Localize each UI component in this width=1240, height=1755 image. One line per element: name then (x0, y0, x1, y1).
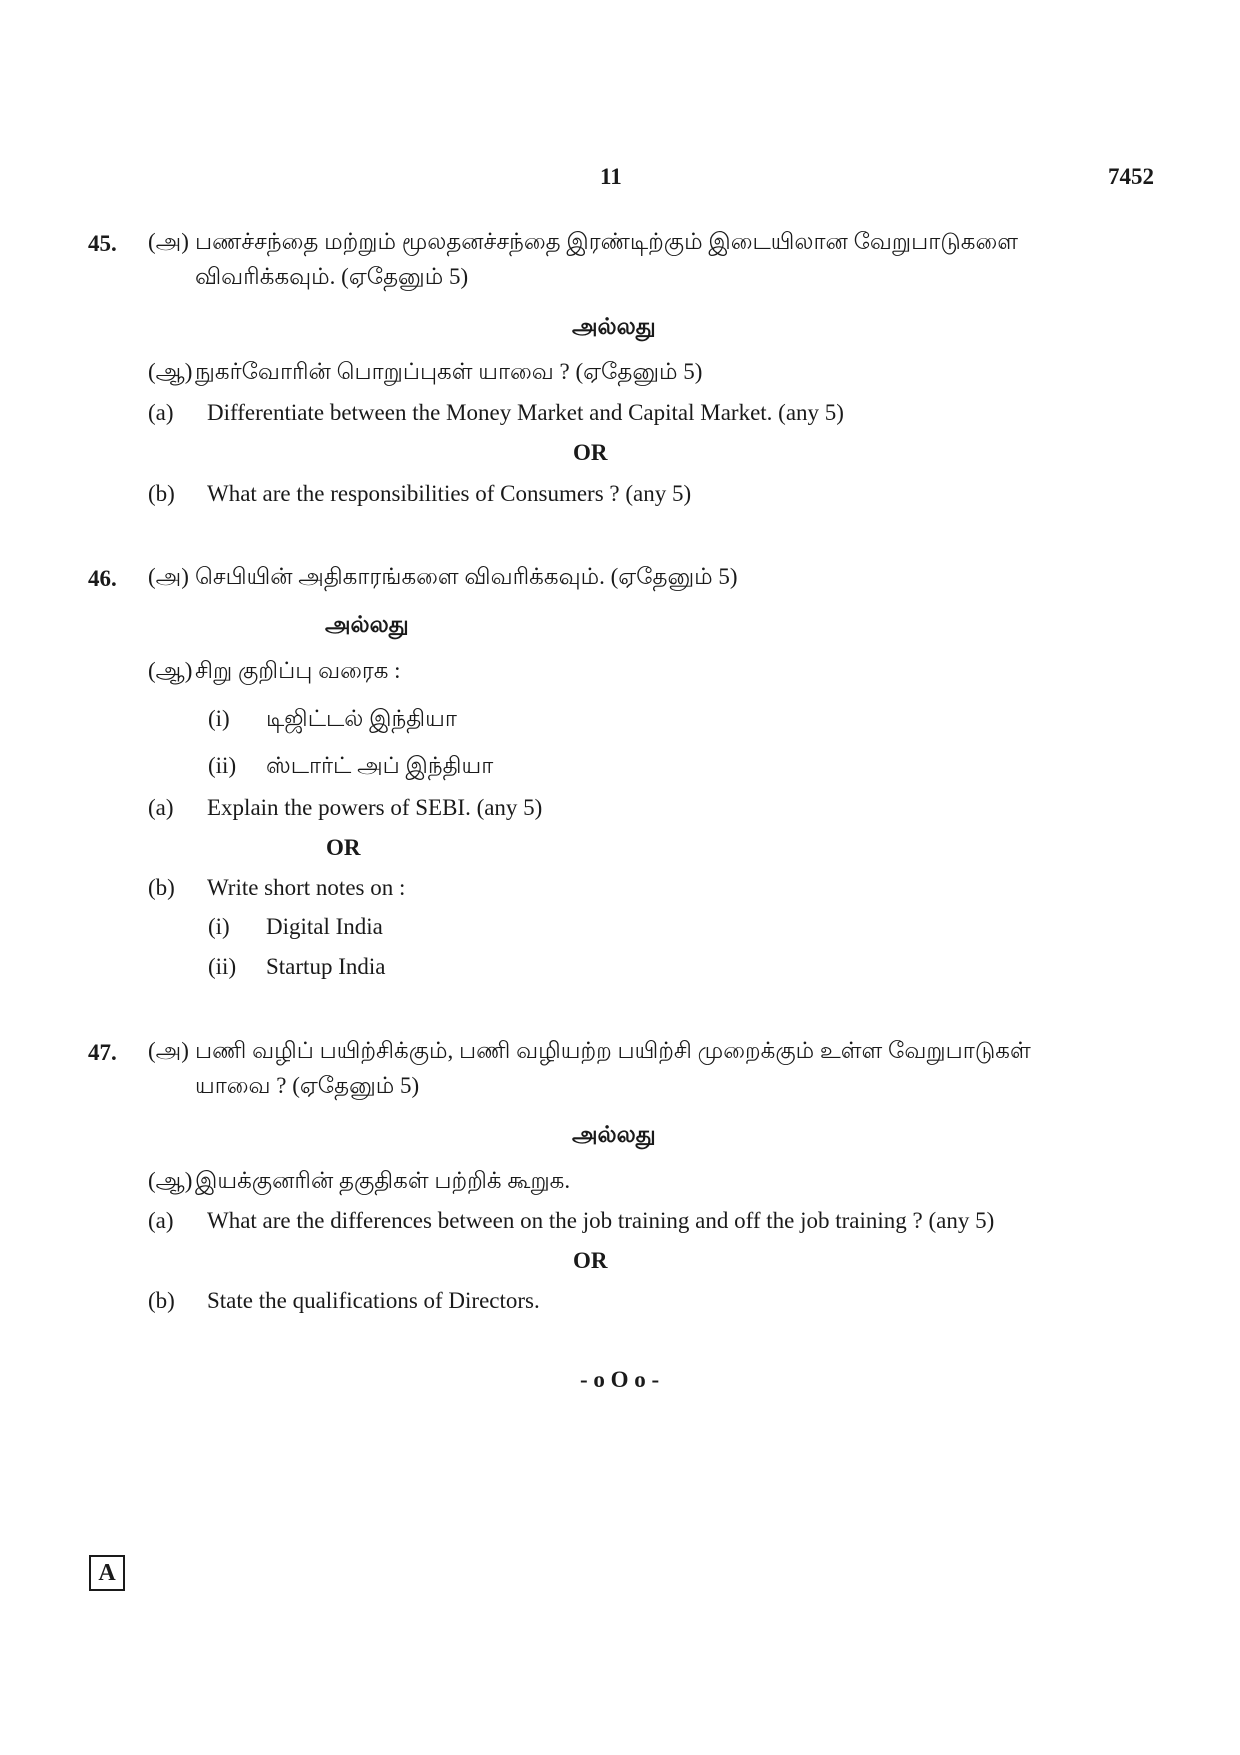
english-option-a-text: Explain the powers of SEBI. (any 5) (207, 795, 543, 820)
question-number: 47. (88, 1040, 117, 1065)
english-subitem-i-text: Digital India (266, 914, 383, 939)
english-option-b-text: What are the responsibilities of Consumers ? (any 5) (207, 481, 692, 506)
english-option-b-label: (b) (148, 875, 175, 900)
tamil-option-a-text-cont: யாவை ? (ஏதேனும் 5) (195, 1073, 420, 1098)
english-option-a-text: What are the differences between on the job training and off the job training ? (any 5) (207, 1208, 995, 1233)
english-or-divider: OR (573, 1248, 608, 1273)
english-option-a-label: (a) (148, 1208, 174, 1233)
tamil-option-b-text: நுகர்வோரின் பொறுப்புகள் யாவை ? (ஏதேனும் 5) (195, 359, 703, 384)
tamil-option-a-label: (அ) (148, 564, 189, 589)
question-number: 46. (88, 566, 117, 591)
tamil-option-b-label: (ஆ) (148, 359, 193, 384)
english-option-b-text: Write short notes on : (207, 875, 406, 900)
tamil-or-divider: அல்லது (325, 612, 409, 637)
tamil-subitem-ii-text: ஸ்டார்ட் அப் இந்தியா (266, 753, 494, 778)
english-option-a-label: (a) (148, 400, 174, 425)
tamil-option-a-text: செபியின் அதிகாரங்களை விவரிக்கவும். (ஏதேனும் 5) (195, 564, 738, 589)
tamil-option-b-text: இயக்குனரின் தகுதிகள் பற்றிக் கூறுக. (195, 1168, 571, 1193)
tamil-option-a-text-cont: விவரிக்கவும். (ஏதேனும் 5) (195, 264, 469, 289)
question-series-box: A (89, 1555, 125, 1591)
english-or-divider: OR (326, 835, 361, 860)
tamil-subitem-i-label: (i) (208, 706, 230, 731)
english-subitem-i-label: (i) (208, 914, 230, 939)
paper-code: 7452 (1108, 164, 1154, 189)
end-of-paper-mark: - o O o - (580, 1367, 660, 1392)
tamil-option-b-label: (ஆ) (148, 1168, 193, 1193)
english-option-b-text: State the qualifications of Directors. (207, 1288, 540, 1313)
tamil-option-a-text: பணச்சந்தை மற்றும் மூலதனச்சந்தை இரண்டிற்கும் இடையிலான வேறுபாடுகளை (195, 229, 1019, 254)
tamil-subitem-i-text: டிஜிட்டல் இந்தியா (266, 706, 457, 731)
english-option-b-label: (b) (148, 1288, 175, 1313)
tamil-option-a-text: பணி வழிப் பயிற்சிக்கும், பணி வழியற்ற பயிற்சி முறைக்கும் உள்ள வேறுபாடுகள் (195, 1038, 1031, 1063)
tamil-or-divider: அல்லது (572, 314, 656, 339)
english-or-divider: OR (573, 440, 608, 465)
tamil-subitem-ii-label: (ii) (208, 753, 237, 778)
page-number: 11 (600, 164, 622, 189)
english-option-b-label: (b) (148, 481, 175, 506)
tamil-option-a-label: (அ) (148, 1038, 189, 1063)
english-option-a-text: Differentiate between the Money Market and Capital Market. (any 5) (207, 400, 844, 425)
english-option-a-label: (a) (148, 795, 174, 820)
tamil-option-a-label: (அ) (148, 229, 189, 254)
tamil-option-b-label: (ஆ) (148, 658, 193, 683)
tamil-or-divider: அல்லது (572, 1122, 656, 1147)
english-subitem-ii-label: (ii) (208, 954, 237, 979)
english-subitem-ii-text: Startup India (266, 954, 386, 979)
tamil-option-b-text: சிறு குறிப்பு வரைக : (195, 658, 401, 683)
question-number: 45. (88, 231, 117, 256)
